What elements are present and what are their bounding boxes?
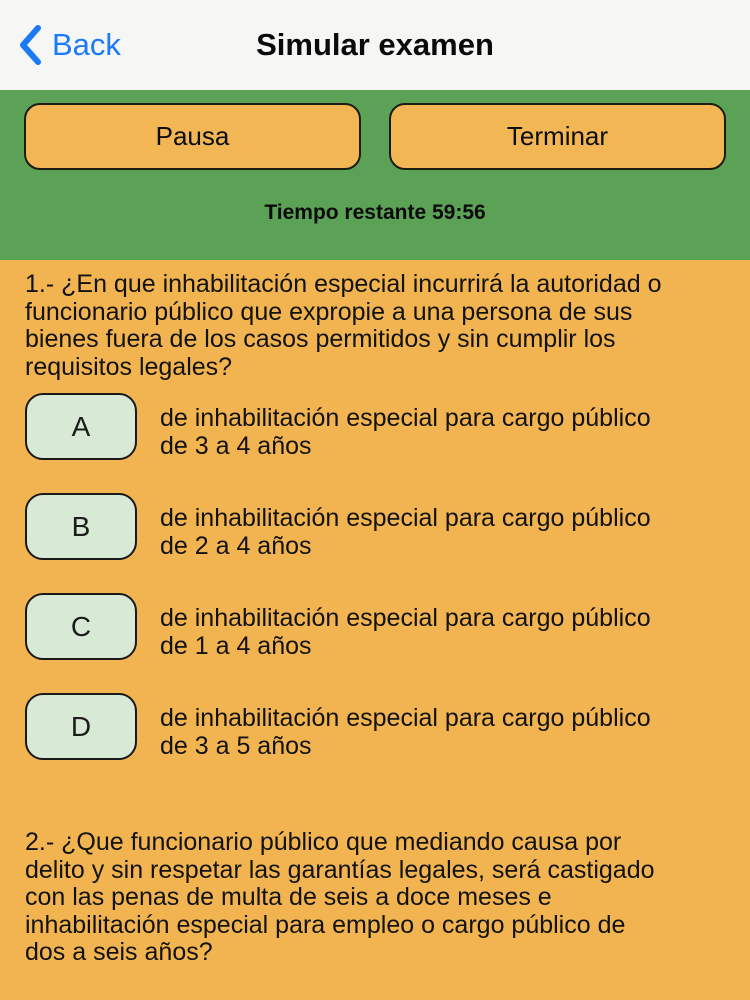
answer-option-row-b [25, 493, 725, 560]
back-label: Back [52, 27, 121, 62]
answer-option-row-d [25, 693, 725, 760]
finish-button[interactable]: Terminar [389, 103, 726, 170]
question-2-text: 2.- ¿Que funcionario público que mediando causa por delito y sin respetar las garantías legales, será castigado con las penas de multa de seis a doce meses e inhabilitación especial para empleo o cargo público de dos a seis años? [25, 828, 655, 966]
option-c-text: de inhabilitación especial para cargo público de 1 a 4 años [160, 604, 651, 660]
option-a-text: de inhabilitación especial para cargo público de 3 a 4 años [160, 404, 651, 460]
back-button[interactable] [18, 25, 121, 65]
back-chevron-icon [18, 25, 42, 65]
option-c-button[interactable]: C [25, 593, 137, 660]
option-b-button[interactable]: B [25, 493, 137, 560]
option-a-button[interactable]: A [25, 393, 137, 460]
option-b-text: de inhabilitación especial para cargo público de 2 a 4 años [160, 504, 651, 560]
pause-button[interactable]: Pausa [24, 103, 361, 170]
question-area [0, 260, 750, 967]
toolbar-buttons [0, 103, 750, 170]
time-remaining-label: Tiempo restante 59:56 [264, 201, 486, 224]
navigation-bar [0, 0, 750, 90]
question-1-text: 1.- ¿En que inhabilitación especial incurrirá la autoridad o funcionario público que expropie a una persona de sus bienes fuera de los casos permitidos y sin cumplir los requisitos legales? [25, 270, 662, 381]
answer-option-row-a [25, 393, 725, 460]
page-title: Simular examen [256, 27, 494, 62]
option-d-button[interactable]: D [25, 693, 137, 760]
answer-option-row-c [25, 593, 725, 660]
option-d-text: de inhabilitación especial para cargo público de 3 a 5 años [160, 704, 651, 760]
exam-toolbar [0, 90, 750, 260]
